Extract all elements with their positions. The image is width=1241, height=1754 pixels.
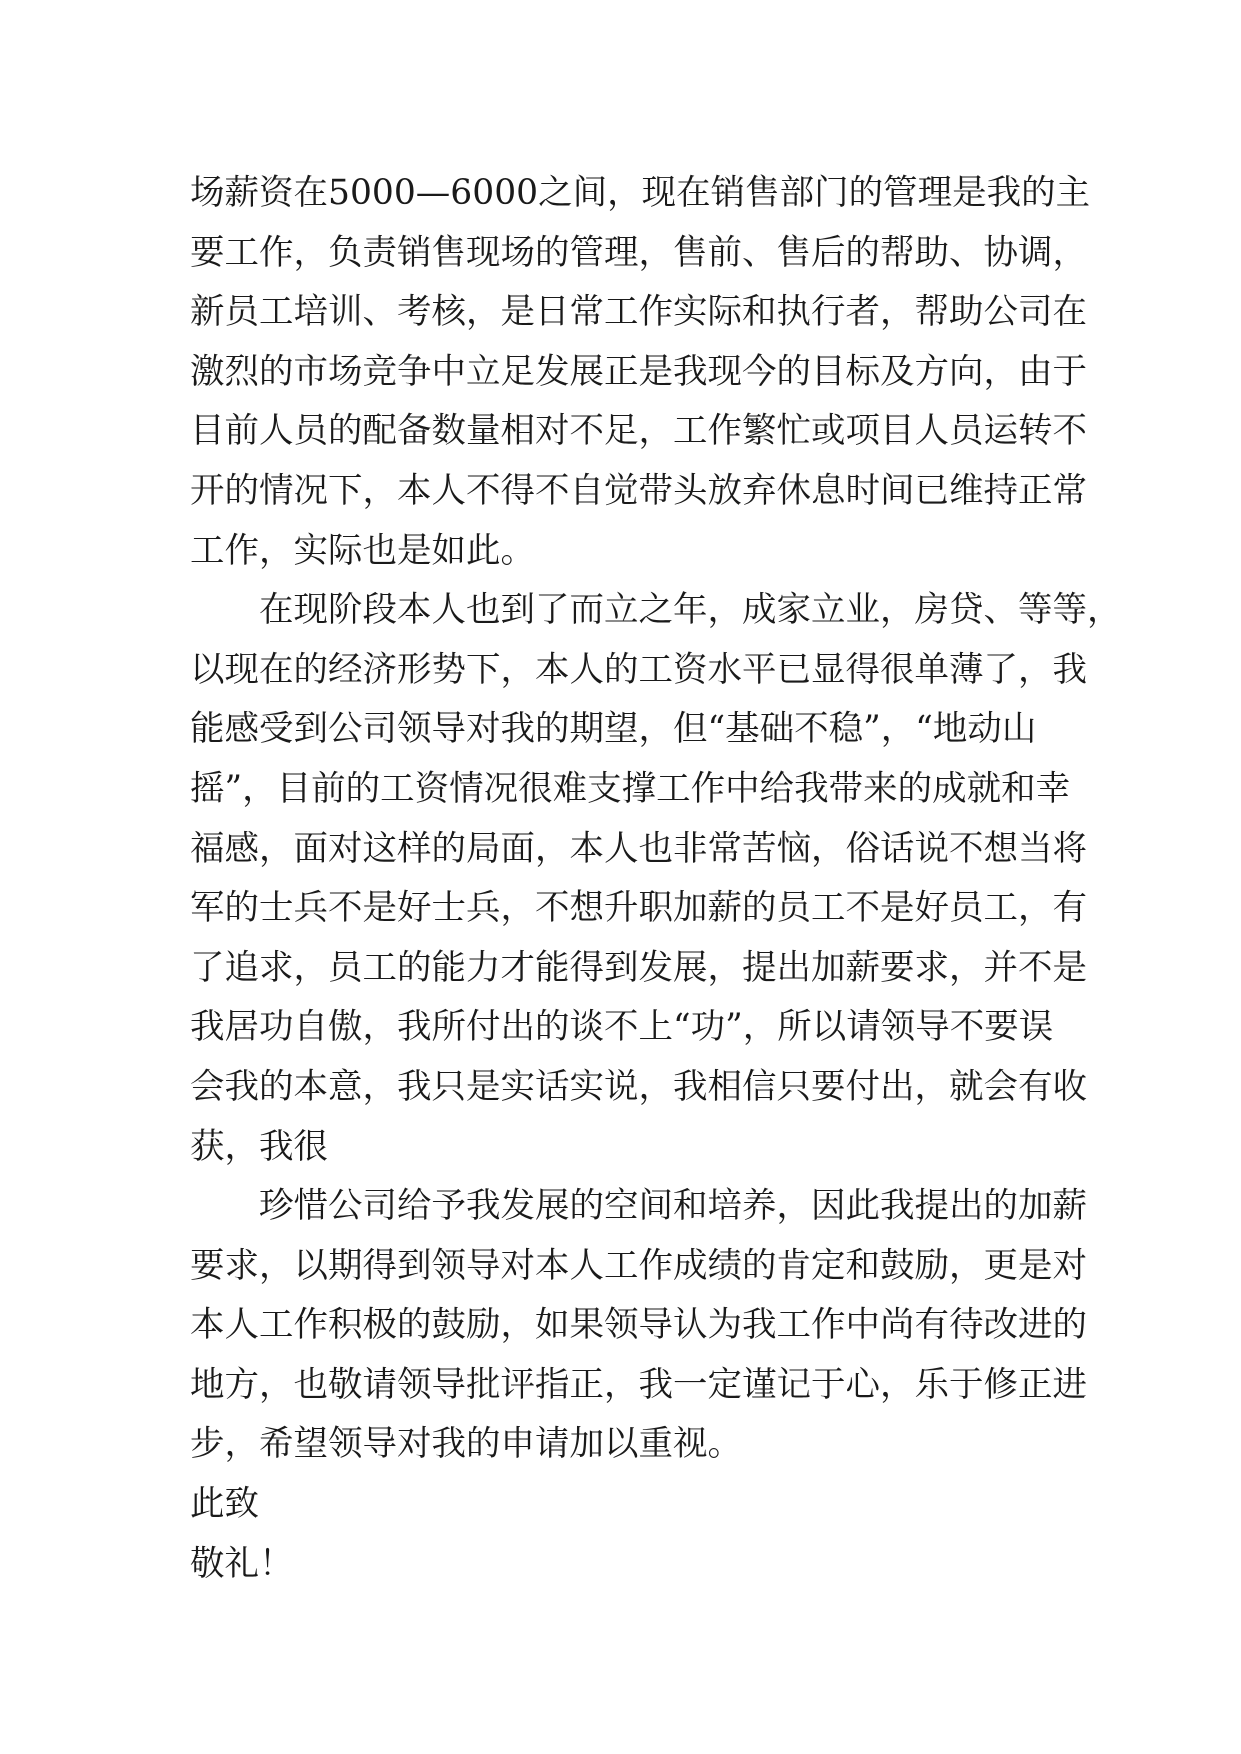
- text-line: 新员工培训、考核，是日常工作实际和执行者，帮助公司在: [190, 292, 1087, 333]
- text-line: 在现阶段本人也到了而立之年，成家立业，房贷、等等，: [259, 590, 1122, 631]
- text-line: 以现在的经济形势下，本人的工资水平已显得很单薄了，我: [190, 649, 1087, 690]
- text-line: 获，我很: [190, 1126, 328, 1167]
- text-line: 步，希望领导对我的申请加以重视。: [190, 1424, 742, 1465]
- text-line: 福感，面对这样的局面，本人也非常苦恼，俗话说不想当将: [190, 828, 1087, 869]
- text-line: 工作，实际也是如此。: [190, 530, 535, 571]
- text-line: 激烈的市场竞争中立足发展正是我现今的目标及方向，由于: [190, 351, 1087, 392]
- text-line: 我居功自傲，我所付出的谈不上“功”，所以请领导不要误: [190, 1007, 1054, 1048]
- salutation-line: 敬礼！: [190, 1543, 294, 1584]
- text-line: 会我的本意，我只是实话实说，我相信只要付出，就会有收: [190, 1066, 1087, 1107]
- text-line: 开的情况下，本人不得不自觉带头放弃休息时间已维持正常: [190, 470, 1087, 511]
- text-line: 能感受到公司领导对我的期望，但“基础不稳”，“地动山: [190, 709, 1037, 750]
- text-line: 要求，以期得到领导对本人工作成绩的肯定和鼓励，更是对: [190, 1245, 1087, 1286]
- text-line: 珍惜公司给予我发展的空间和培养，因此我提出的加薪: [259, 1186, 1087, 1227]
- text-line: 场薪资在5000—6000之间，现在销售部门的管理是我的主: [190, 173, 1091, 213]
- closing-line: 此致: [190, 1484, 259, 1525]
- text-line: 了追求，员工的能力才能得到发展，提出加薪要求，并不是: [190, 947, 1087, 988]
- text-line: 目前人员的配备数量相对不足，工作繁忙或项目人员运转不: [190, 411, 1087, 452]
- text-line: 摇”，目前的工资情况很难支撑工作中给我带来的成就和幸: [190, 768, 1071, 809]
- text-line: 要工作，负责销售现场的管理，售前、售后的帮助、协调，: [190, 232, 1087, 273]
- text-line: 军的士兵不是好士兵，不想升职加薪的员工不是好员工，有: [190, 888, 1087, 929]
- text-line: 本人工作积极的鼓励，如果领导认为我工作中尚有待改进的: [190, 1305, 1087, 1346]
- text-line: 地方，也敬请领导批评指正，我一定谨记于心，乐于修正进: [190, 1364, 1087, 1405]
- letter-body: [190, 164, 1122, 1594]
